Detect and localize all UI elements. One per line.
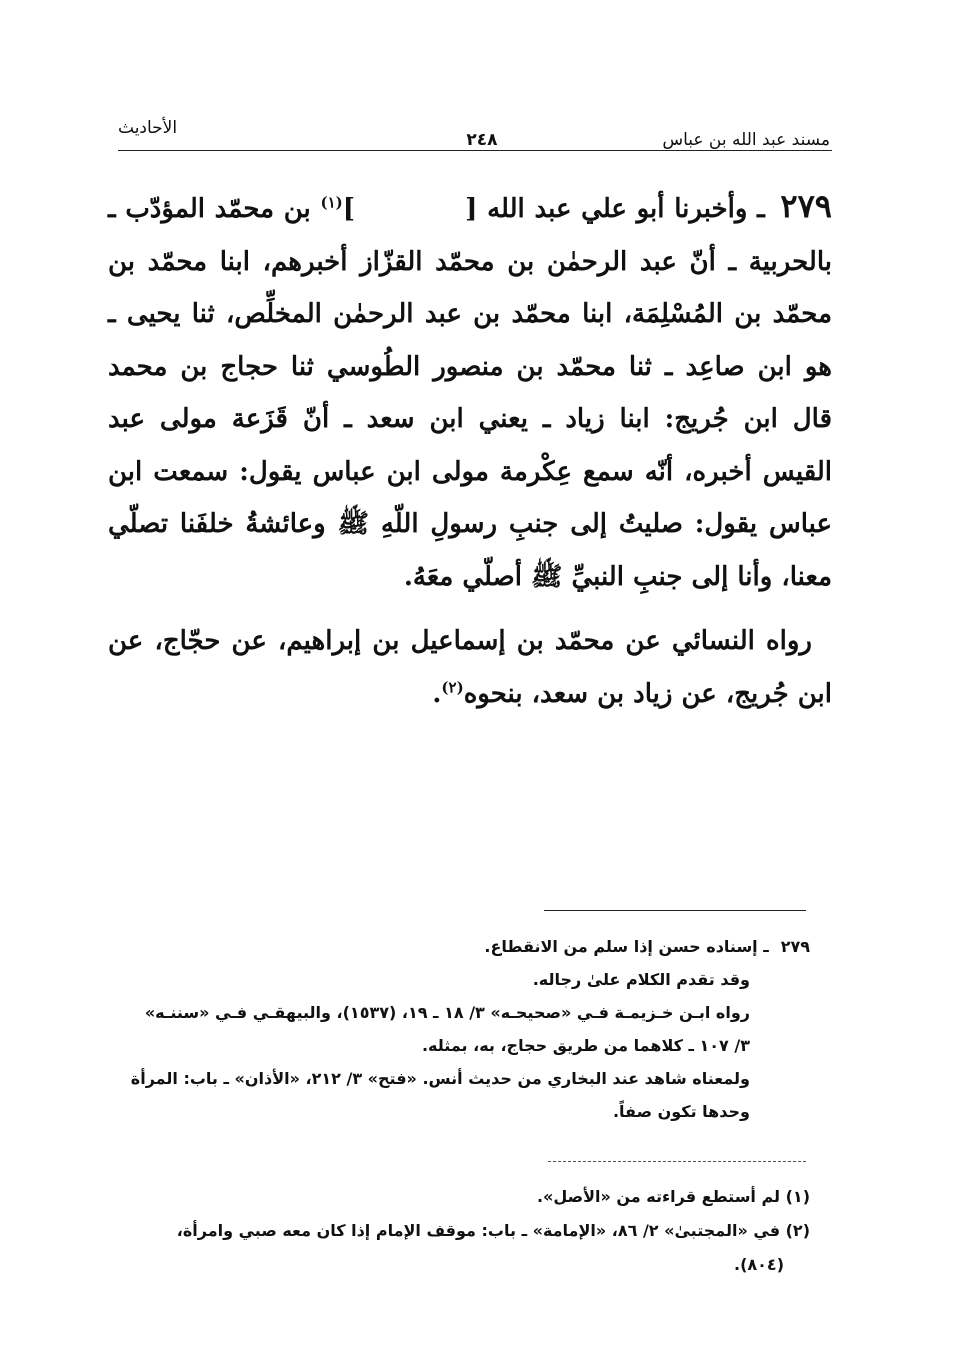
commentary — [86, 930, 810, 1128]
commentary-line: وحدها تكون صفاً. — [612, 1102, 750, 1121]
hadith-opening-cont: بن محمّد المؤدّب — [125, 194, 321, 224]
hadith-paragraph — [108, 180, 832, 603]
narration-end: . — [432, 678, 442, 709]
commentary-line: ولمعناه شاهد عند البخاري من حديث أنس. «فتح» ٣/ ٢١٢، «الأذان» ـ باب: المرأة — [130, 1069, 750, 1088]
hadith-text — [108, 180, 832, 720]
header-rule — [118, 150, 832, 151]
page-number: ٢٤٨ — [466, 130, 498, 150]
commentary-number: ٢٧٩ — [780, 937, 810, 956]
footnotes — [86, 1180, 810, 1282]
book-title: مسند عبد الله بن عباس — [662, 130, 830, 150]
footnote-2: (٢) في «المجتبىٰ» ٢/ ٨٦، «الإمامة» ـ باب: موقف الإمام إذا كان معه صبي وامرأة، — [176, 1221, 810, 1240]
commentary-line: وقد تقدم الكلام علىٰ رجاله. — [532, 970, 750, 989]
hadith-opening: ـ وأخبرنا أبو علي عبد الله [ — [465, 194, 765, 224]
running-header — [118, 112, 830, 160]
notes-rule — [544, 910, 806, 911]
footnote-1: (١) لم أستطع قراءته من «الأصل». — [536, 1187, 810, 1206]
footnote-ref-1: (١) — [320, 193, 343, 212]
commentary-line: ٣/ ١٠٧ ـ كلاهما من طريق حجاج، به، بمثله. — [421, 1036, 750, 1055]
narration-text: رواه النسائي عن محمّد بن إسماعيل بن إبراهيم، عن حجّاج، عن ابن جُريج، عن زياد بن سعد، بنحوه — [108, 626, 832, 709]
footnote-separator — [548, 1161, 806, 1162]
footnote-ref-2: (٢) — [441, 677, 464, 696]
commentary-line: رواه ابـن خـزيمـة فـي «صحيحـه» ٣/ ١٨ ـ ١٩، (١٥٣٧)، والبيهقـي فـي «سننـه» — [144, 1003, 750, 1022]
section-title: الأحاديث — [118, 118, 178, 138]
bracket-close: ] — [342, 194, 356, 224]
narration-paragraph — [108, 615, 832, 720]
hadith-number: ٢٧٩ — [780, 187, 832, 225]
footnote-2-cont: (٨٠٤). — [734, 1255, 784, 1274]
commentary-line: ٢٧٩ـ إسناده حسن إذا سلم من الانقطاع. — [484, 937, 810, 956]
hadith-body: ـ بالحربية ـ أنّ عبد الرحمٰن بن محمّد القزّاز أخبرهم، ابنا محمّد بن محمّد بن المُسْلِمَة، ابنا محمّد بن عبد الرحمٰن المخلِّص، ثنا يحيى ـ هو ابن صاعِد ـ ثنا محمّد بن منصور الطُوسي ثنا حجاج بن محمد قال ابن جُريج: ابنا زياد ـ يعني ابن سعد ـ أنّ قَزَعة مولى عبد القيس أخبره، أنّه سمع عِكْرمة مولى ابن عباس يقول: سمعت ابن عباس يقول: صليتُ إلى جنبِ رسولِ اللّهِ ﷺ وعائشةُ خلفَنا تصلّي معنا، وأنا إلى جنبِ النبيِّ ﷺ أصلّي معَهُ. — [108, 194, 832, 592]
